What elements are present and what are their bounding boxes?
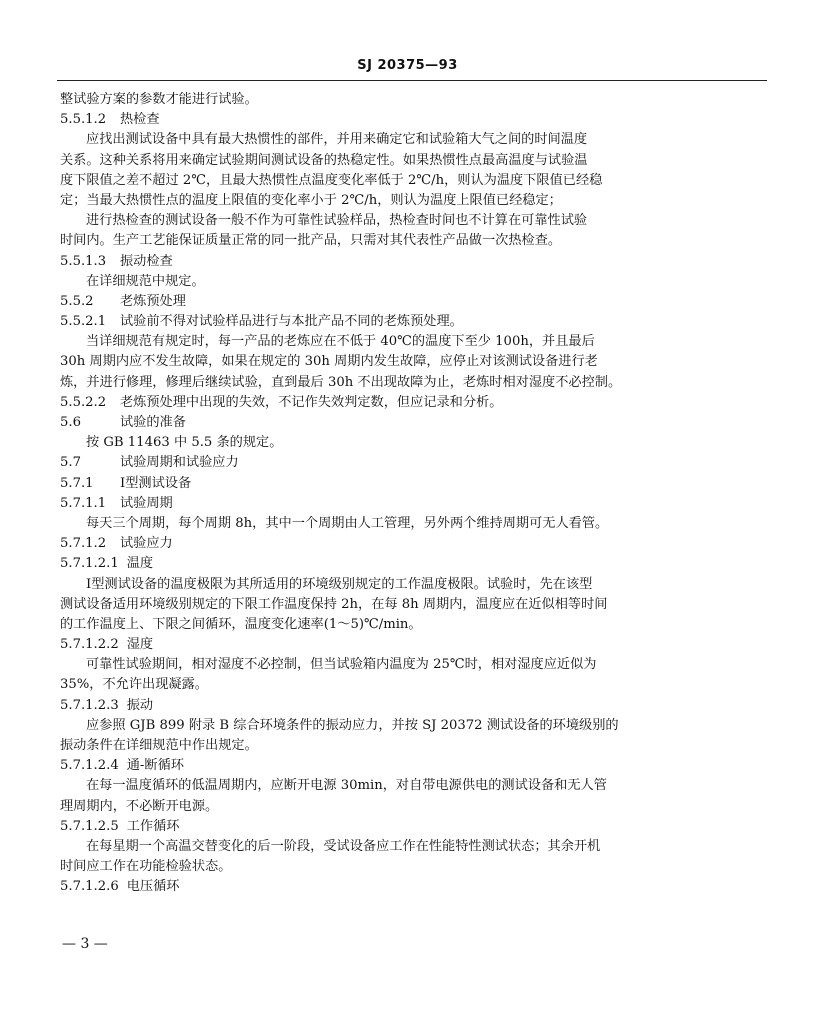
section-heading [60,413,768,433]
text-line: 可靠性试验期间，相对湿度不必控制，但当试验箱内温度为 25℃时，相对湿度应近似为 [86,657,597,673]
section-number: 5.7 [60,455,81,471]
text-line: 应参照 GJB 899 附录 B 综合环境条件的振动应力，并按 SJ 20372 测试设备的环境级别的 [86,717,619,733]
text-line: 关系。这种关系将用来确定试验期间测试设备的热稳定性。如果热惯性点最高温度与试验温 [60,152,588,168]
section-title: 试验应力 [120,536,173,552]
section-number: 5.7.1 [60,475,94,491]
section-title: 热检查 [120,112,160,128]
section-title: 试验周期和试验应力 [120,455,239,471]
section-title: 试验前不得对试验样品进行与本批产品不同的老炼预处理。 [120,314,463,330]
section-heading [60,696,768,716]
section-heading [60,534,768,554]
section-heading [60,756,768,776]
text-line: 进行热检查的测试设备一般不作为可靠性试验样品，热检查时间也不计算在可靠性试验 [86,213,588,229]
section-heading [60,474,768,494]
section-heading [60,817,768,837]
section-number: 5.7.1.2.1 [60,556,119,572]
text-line: 度下限值之差不超过 2℃，且最大热惯性点温度变化率低于 2℃/h，则认为温度下限值已经稳 [60,172,603,188]
section-title: 电压循环 [126,879,180,895]
section-heading [60,635,768,655]
section-number: 5.7.1.1 [60,495,107,511]
text-line: 时间应工作在功能检验状态。 [60,859,232,875]
text-line: 炼，并进行修理，修理后继续试验，直到最后 30h 不出现故障为止，老炼时相对湿度不必控制。 [60,374,622,390]
section-heading [60,292,768,312]
section-heading [60,312,768,332]
text-line: 在详细规范中规定。 [86,273,205,289]
text-line: 振动条件在详细规范中作出规定。 [60,738,258,753]
text-line: 30h 周期内应不发生故障，如果在规定的 30h 周期内发生故障，应停止对该测试设备进行老 [60,354,598,370]
section-heading [60,453,768,473]
text-line: 在每星期一个高温交替变化的后一阶段，受试设备应工作在性能特性测试状态；其余开机 [86,838,601,854]
section-title: 通-断循环 [126,758,184,774]
page-number: — 3 — [62,936,108,952]
text-line: 定；当最大热惯性点的温度上限值的变化率小于 2℃/h，则认为温度上限值已经稳定； [60,192,562,208]
section-number: 5.7.1.2.5 [60,818,119,834]
section-heading [60,494,768,514]
section-heading [60,110,768,130]
text-line: 35%，不允许出现凝露。 [60,677,208,693]
section-number: 5.5.2.2 [60,394,107,410]
text-line: 应找出测试设备中具有最大热惯性的部件，并用来确定它和试验箱大气之间的时间温度 [86,132,588,148]
section-heading [60,554,768,574]
document-code: SJ 20375—93 [357,58,458,73]
text-line: 时间内。生产工艺能保证质量正常的同一批产品，只需对其代表性产品做一次热检查。 [60,233,562,249]
section-title: 试验的准备 [120,415,186,430]
header-rule [57,80,767,81]
section-title: 振动 [126,697,154,713]
section-heading [60,877,768,897]
text-line: Ⅰ型测试设备的温度极限为其所适用的环境级别规定的工作温度极限。试验时，先在该型 [86,576,593,592]
section-number: 5.5.1.2 [60,112,107,128]
section-heading [60,393,768,413]
section-title: 老炼预处理中出现的失效，不记作失效判定数，但应记录和分析。 [120,394,503,410]
section-number: 5.5.1.3 [60,253,107,269]
text-line: 的工作温度上、下限之间循环，温度变化速率(1～5)℃/min。 [60,616,422,632]
section-number: 5.7.1.2.3 [60,697,119,713]
text-line: 整试验方案的参数才能进行试验。 [60,92,258,107]
text-line: 按 GB 11463 中 5.5 条的规定。 [86,435,283,451]
section-number: 5.7.1.2.2 [60,637,119,653]
section-number: 5.7.1.2.6 [60,879,119,895]
text-line: 每天三个周期，每个周期 8h，其中一个周期由人工管理，另外两个维持周期可无人看管。 [86,515,609,531]
text-line: 在每一温度循环的低温周期内，应断开电源 30min，对自带电源供电的测试设备和无人管 [86,778,607,794]
document-body [60,90,768,898]
section-number: 5.6 [60,415,81,430]
section-title: 振动检查 [120,253,173,269]
section-title: 老炼预处理 [120,293,186,309]
section-number: 5.5.2.1 [60,314,107,330]
section-title: 湿度 [126,637,154,653]
section-title: 工作循环 [126,818,180,834]
text-line: 当详细规范有规定时，每一产品的老炼应在不低于 40℃的温度下至少 100h，并且最后 [86,334,595,350]
text-line: 理周期内，不必断开电源。 [60,798,219,814]
section-number: 5.7.1.2 [60,536,107,552]
text-line: 测试设备适用环境级别规定的下限工作温度保持 2h，在每 8h 周期内，温度应在近似相等时间 [60,596,608,612]
section-title: Ⅰ型测试设备 [120,475,192,491]
section-title: 温度 [126,556,154,572]
section-title: 试验周期 [120,495,173,511]
section-number: 5.5.2 [60,293,94,309]
section-heading [60,252,768,272]
section-number: 5.7.1.2.4 [60,758,119,774]
